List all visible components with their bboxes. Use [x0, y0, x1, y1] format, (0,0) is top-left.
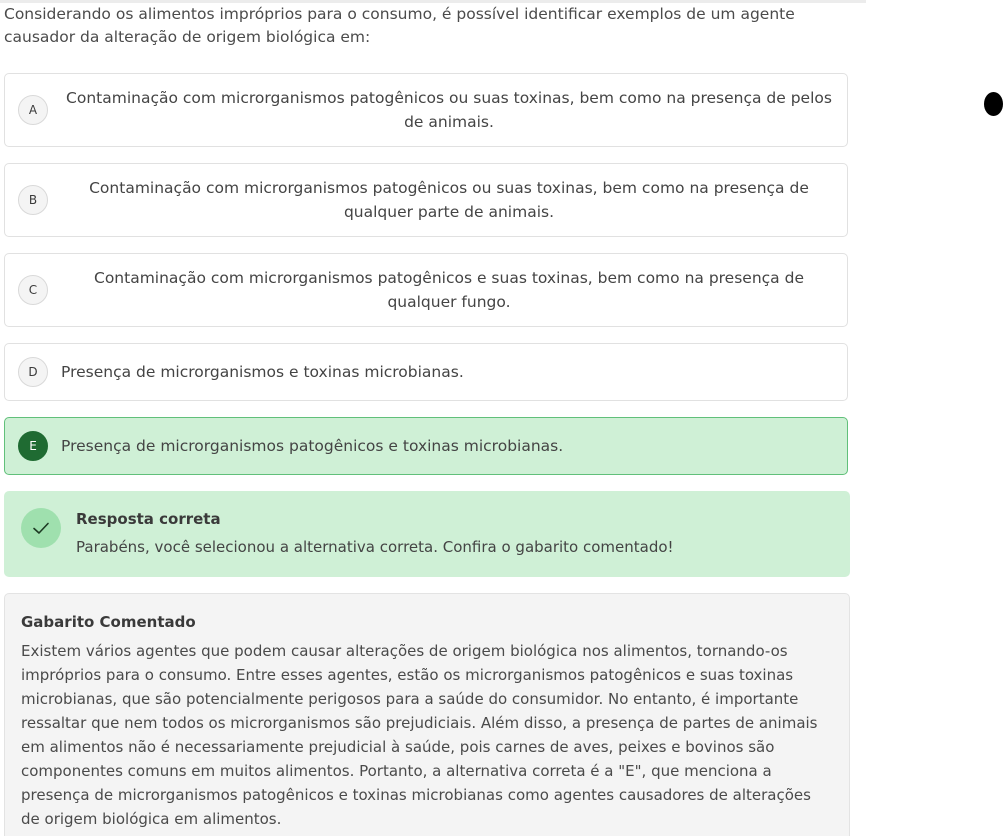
option-letter-badge: A [18, 95, 48, 125]
gabarito-text: Existem vários agentes que podem causar alterações de origem biológica nos alimentos, tornando-os impróprios para o consumo. Entre esses agentes, estão os microrganismos patogênicos e suas toxinas microbianas, que são potencialmente perigosos para a saúde do consumidor. No entanto, é importante ressaltar que nem todos os microrganismos são prejudiciais. Além disso, a presença de partes de animais em alimentos não é necessariamente prejudicial à saúde, pois carnes de aves, peixes e bovinos são componentes comuns em muitos alimentos. Portanto, a alternativa correta é a "E", que menciona a presença de microrganismos patogênicos e toxinas microbianas como agentes causadores de alterações de origem biológica em alimentos. [21, 642, 818, 828]
option-b[interactable] [4, 163, 848, 237]
option-a[interactable] [4, 73, 848, 147]
gabarito-title: Gabarito Comentado [21, 613, 196, 631]
option-d[interactable] [4, 343, 848, 401]
option-text: Presença de microrganismos patogênicos e toxinas microbianas. [61, 437, 564, 455]
option-text: Contaminação com microrganismos patogênicos e suas toxinas, bem como na presença de qualquer fungo. [94, 269, 804, 311]
option-letter-badge: E [18, 431, 48, 461]
feedback-panel [4, 491, 850, 577]
option-letter-badge: D [18, 357, 48, 387]
option-text: Contaminação com microrganismos patogênicos ou suas toxinas, bem como na presença de pelos de animais. [66, 89, 832, 131]
feedback-message: Parabéns, você selecionou a alternativa correta. Confira o gabarito comentado! [76, 538, 674, 556]
option-letter-badge: C [18, 275, 48, 305]
question-text: Considerando os alimentos impróprios para o consumo, é possível identificar exemplos de um agente causador da alteração de origem biológica em: [4, 5, 795, 46]
option-c[interactable] [4, 253, 848, 327]
feedback-title: Resposta correta [76, 510, 221, 528]
option-letter-badge: B [18, 185, 48, 215]
option-text: Presença de microrganismos e toxinas microbianas. [61, 363, 464, 381]
option-e[interactable] [4, 417, 848, 475]
cursor-dot-icon [984, 92, 1003, 116]
checkmark-icon [21, 508, 61, 548]
gabarito-panel [4, 593, 850, 836]
option-text: Contaminação com microrganismos patogênicos ou suas toxinas, bem como na presença de qualquer parte de animais. [89, 179, 809, 221]
